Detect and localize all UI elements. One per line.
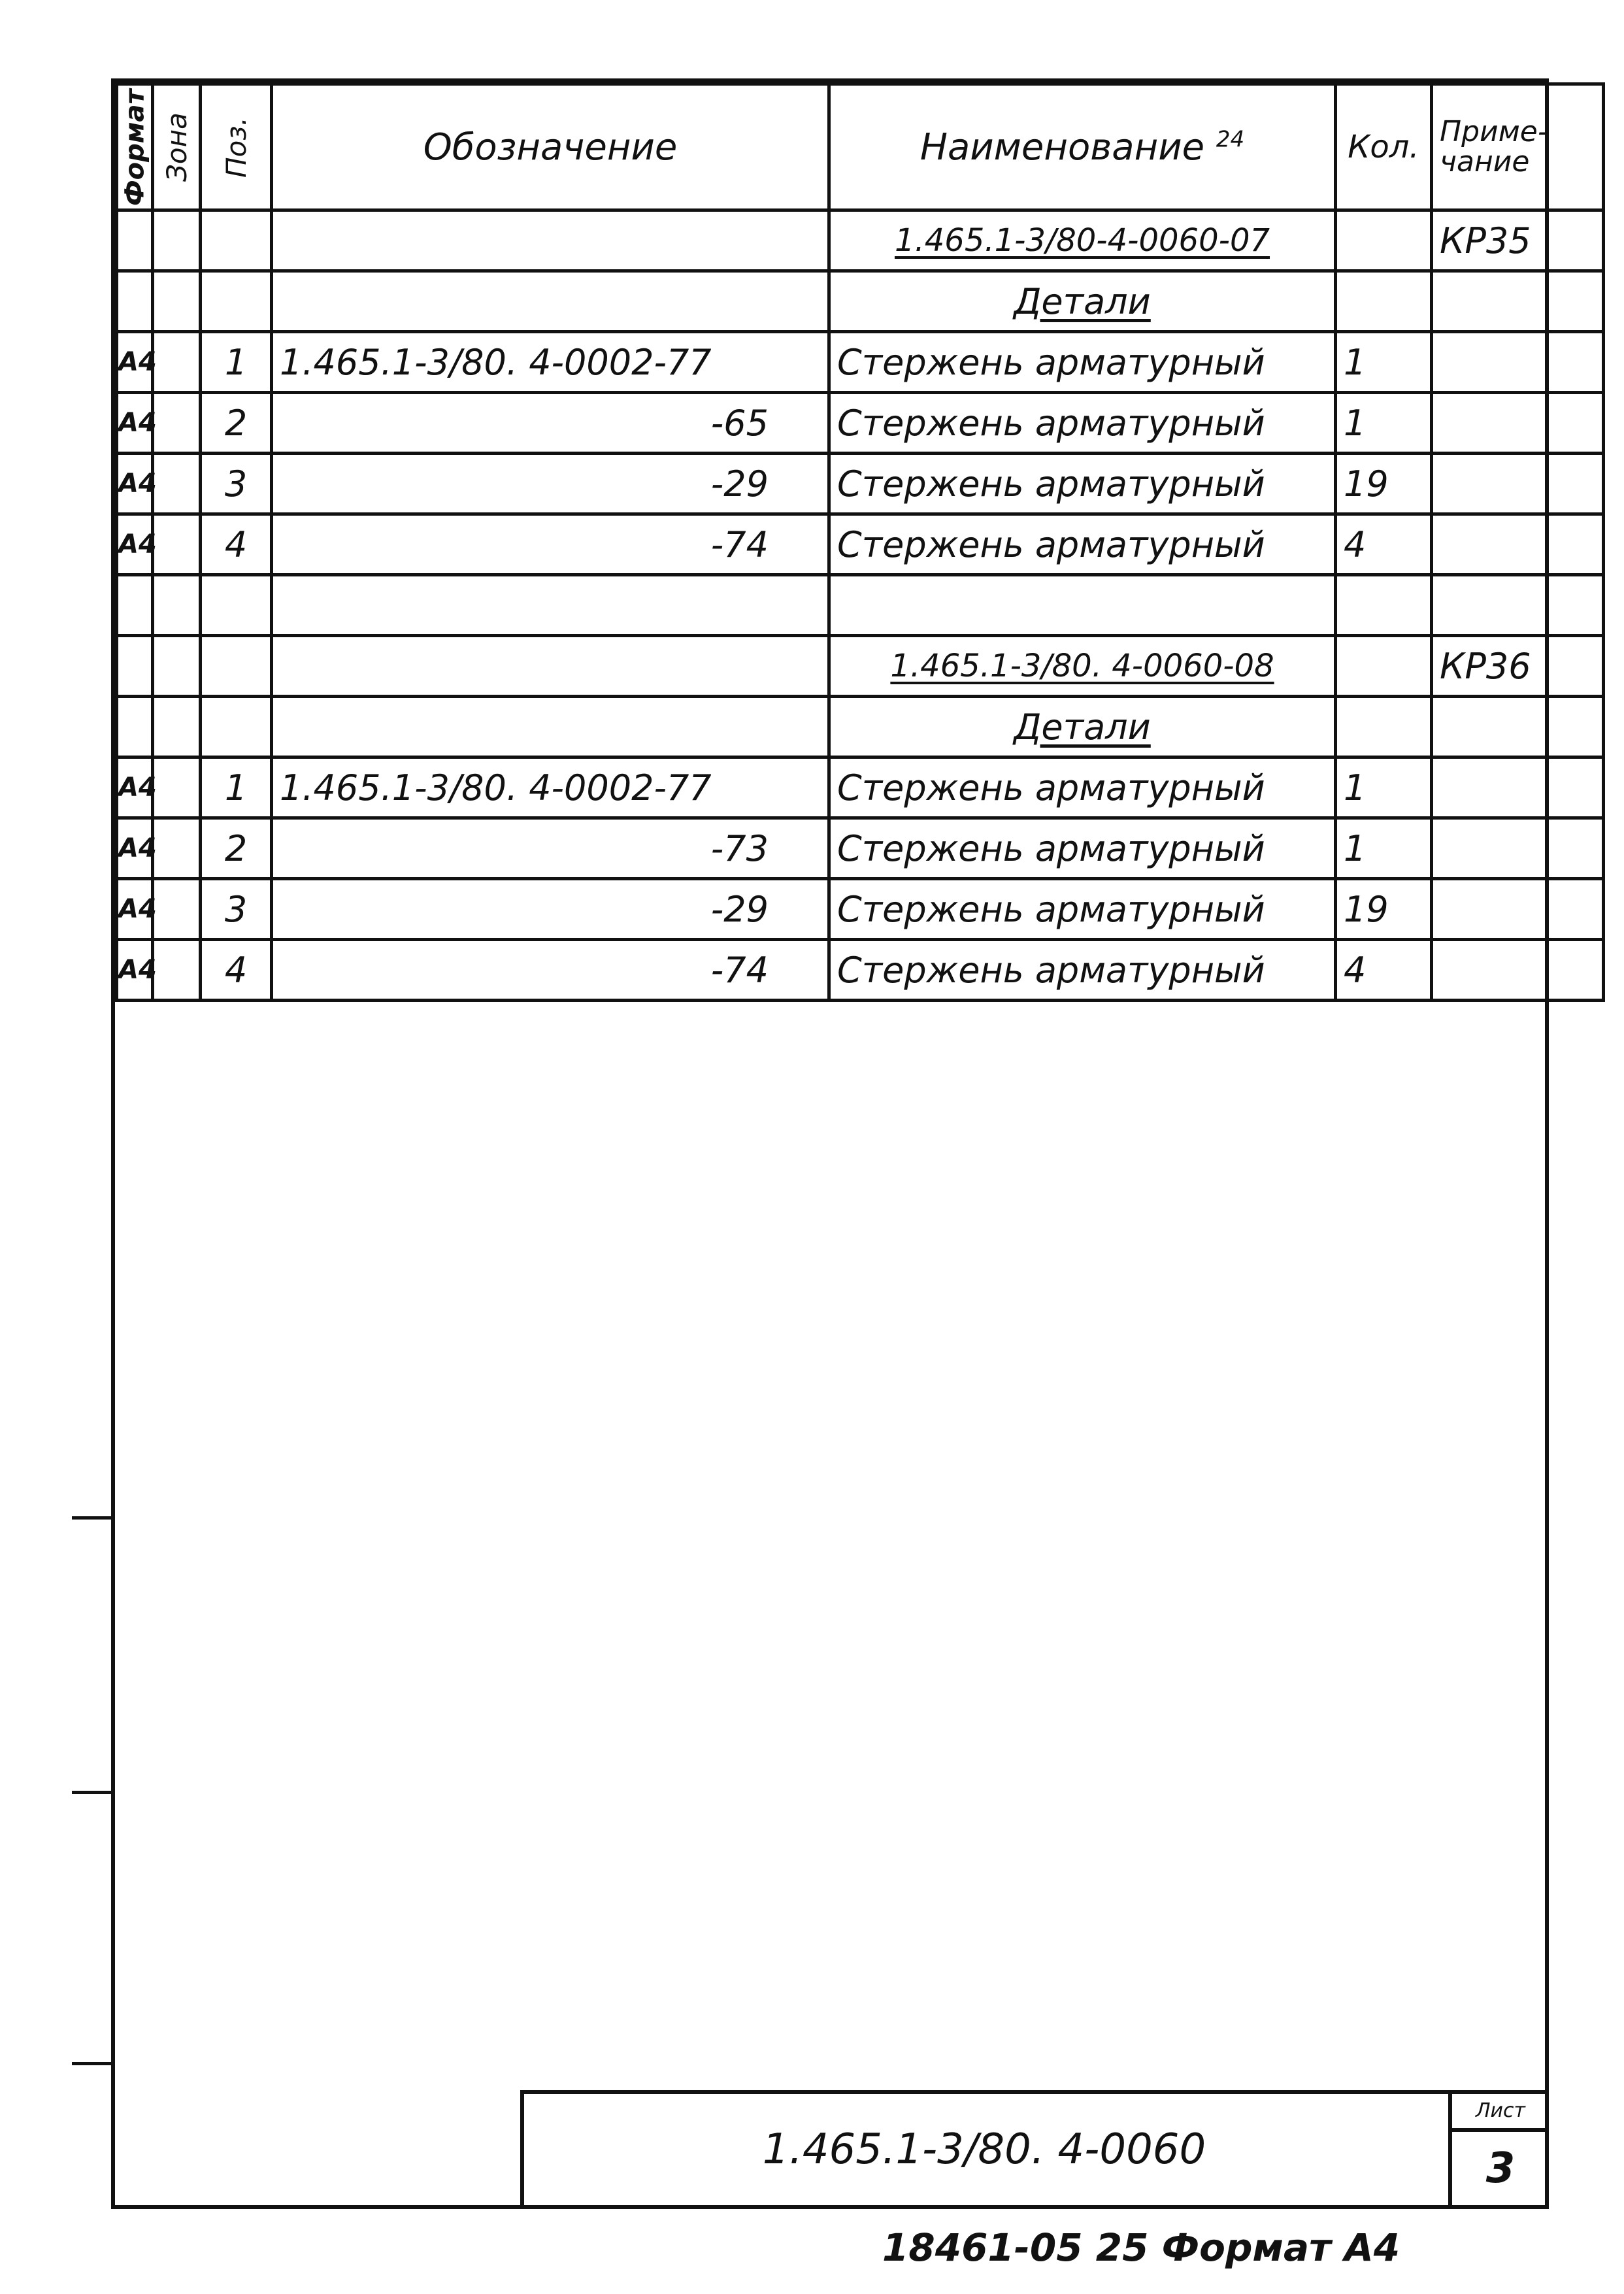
row-note xyxy=(1432,940,1604,1001)
table-row xyxy=(117,271,1604,332)
header-format: Формат xyxy=(117,84,153,210)
table-header-row xyxy=(117,84,1604,210)
document-code: 1.465.1-3/80. 4-0060 xyxy=(762,2125,1206,2174)
row-zone xyxy=(153,514,201,575)
row-note xyxy=(1432,575,1604,636)
row-pos xyxy=(201,636,272,697)
row-designation: 1.465.1-3/80. 4-0002-77 xyxy=(272,332,829,393)
row-name: Детали xyxy=(829,697,1336,757)
table-row xyxy=(117,332,1604,393)
specification-table xyxy=(115,82,1605,1002)
row-name: Стержень арматурный xyxy=(829,879,1336,940)
row-qty: 1 xyxy=(1336,757,1432,818)
header-zone: Зона xyxy=(153,84,201,210)
row-designation xyxy=(272,210,829,271)
row-zone xyxy=(153,818,201,879)
row-pos: 1 xyxy=(201,332,272,393)
row-zone xyxy=(153,697,201,757)
margin-tick xyxy=(72,2062,111,2065)
sheet-label: Лист xyxy=(1452,2094,1549,2132)
row-designation: -65 xyxy=(272,393,829,454)
row-format xyxy=(117,575,153,636)
table-row xyxy=(117,697,1604,757)
table-row xyxy=(117,757,1604,818)
row-qty xyxy=(1336,210,1432,271)
row-qty: 1 xyxy=(1336,332,1432,393)
row-zone xyxy=(153,393,201,454)
row-name: Детали xyxy=(829,271,1336,332)
row-format: А4 xyxy=(117,818,153,879)
row-qty xyxy=(1336,697,1432,757)
row-zone xyxy=(153,575,201,636)
row-qty: 19 xyxy=(1336,454,1432,514)
row-pos xyxy=(201,697,272,757)
row-name: Стержень арматурный xyxy=(829,514,1336,575)
row-qty xyxy=(1336,575,1432,636)
row-format: А4 xyxy=(117,879,153,940)
row-qty xyxy=(1336,271,1432,332)
row-format: А4 xyxy=(117,757,153,818)
row-qty: 19 xyxy=(1336,879,1432,940)
row-qty xyxy=(1336,636,1432,697)
row-designation xyxy=(272,575,829,636)
sheet-box xyxy=(1448,2094,1549,2205)
row-format: А4 xyxy=(117,332,153,393)
row-name xyxy=(829,575,1336,636)
row-designation xyxy=(272,636,829,697)
row-designation: -29 xyxy=(272,879,829,940)
row-format: А4 xyxy=(117,940,153,1001)
row-pos: 4 xyxy=(201,514,272,575)
table-row xyxy=(117,514,1604,575)
margin-tick xyxy=(72,1791,111,1794)
row-zone xyxy=(153,757,201,818)
row-name: Стержень арматурный xyxy=(829,818,1336,879)
row-note xyxy=(1432,332,1604,393)
row-note xyxy=(1432,393,1604,454)
table-row xyxy=(117,454,1604,514)
row-zone xyxy=(153,210,201,271)
table-row xyxy=(117,636,1604,697)
row-zone xyxy=(153,940,201,1001)
row-pos: 2 xyxy=(201,393,272,454)
row-qty: 1 xyxy=(1336,393,1432,454)
row-format xyxy=(117,697,153,757)
header-qty: Кол. xyxy=(1336,84,1432,210)
row-name: 1.465.1-3/80. 4-0060-08 xyxy=(829,636,1336,697)
row-designation xyxy=(272,697,829,757)
table-row xyxy=(117,940,1604,1001)
row-pos xyxy=(201,210,272,271)
table-row xyxy=(117,575,1604,636)
row-format: А4 xyxy=(117,454,153,514)
header-designation: Обозначение xyxy=(272,84,829,210)
row-qty: 4 xyxy=(1336,514,1432,575)
row-note xyxy=(1432,757,1604,818)
row-pos: 3 xyxy=(201,454,272,514)
table-row xyxy=(117,210,1604,271)
drawing-sheet xyxy=(111,78,1549,2209)
row-designation: -74 xyxy=(272,940,829,1001)
row-note xyxy=(1432,818,1604,879)
row-note xyxy=(1432,271,1604,332)
row-pos: 2 xyxy=(201,818,272,879)
table-row xyxy=(117,879,1604,940)
row-pos: 1 xyxy=(201,757,272,818)
title-block xyxy=(520,2090,1549,2205)
row-format: А4 xyxy=(117,393,153,454)
row-pos xyxy=(201,271,272,332)
row-name: Стержень арматурный xyxy=(829,393,1336,454)
row-format xyxy=(117,210,153,271)
header-name-label: Наименование xyxy=(920,125,1205,169)
row-format xyxy=(117,271,153,332)
header-name-mark: 24 xyxy=(1216,125,1245,152)
row-name: Стержень арматурный xyxy=(829,332,1336,393)
row-format xyxy=(117,636,153,697)
table-row xyxy=(117,818,1604,879)
row-note: КР35 xyxy=(1432,210,1604,271)
row-zone xyxy=(153,636,201,697)
header-note: Приме-чание xyxy=(1432,84,1604,210)
row-name: Стержень арматурный xyxy=(829,940,1336,1001)
table-row xyxy=(117,393,1604,454)
header-name xyxy=(829,84,1336,210)
row-name: Стержень арматурный xyxy=(829,454,1336,514)
row-zone xyxy=(153,454,201,514)
row-pos: 3 xyxy=(201,879,272,940)
row-format: А4 xyxy=(117,514,153,575)
row-qty: 1 xyxy=(1336,818,1432,879)
row-designation: -74 xyxy=(272,514,829,575)
row-zone xyxy=(153,879,201,940)
header-pos: Поз. xyxy=(201,84,272,210)
row-name: 1.465.1-3/80-4-0060-07 xyxy=(829,210,1336,271)
row-note xyxy=(1432,879,1604,940)
row-designation: 1.465.1-3/80. 4-0002-77 xyxy=(272,757,829,818)
row-pos: 4 xyxy=(201,940,272,1001)
sheet-number: 3 xyxy=(1485,2144,1516,2193)
row-designation: -29 xyxy=(272,454,829,514)
row-pos xyxy=(201,575,272,636)
footer-format-note: 18461-05 25 Формат А4 xyxy=(882,2225,1400,2270)
row-zone xyxy=(153,271,201,332)
row-zone xyxy=(153,332,201,393)
row-designation xyxy=(272,271,829,332)
row-designation: -73 xyxy=(272,818,829,879)
row-note xyxy=(1432,454,1604,514)
margin-tick xyxy=(72,1516,111,1520)
row-note xyxy=(1432,697,1604,757)
row-qty: 4 xyxy=(1336,940,1432,1001)
row-note: КР36 xyxy=(1432,636,1604,697)
row-name: Стержень арматурный xyxy=(829,757,1336,818)
row-note xyxy=(1432,514,1604,575)
